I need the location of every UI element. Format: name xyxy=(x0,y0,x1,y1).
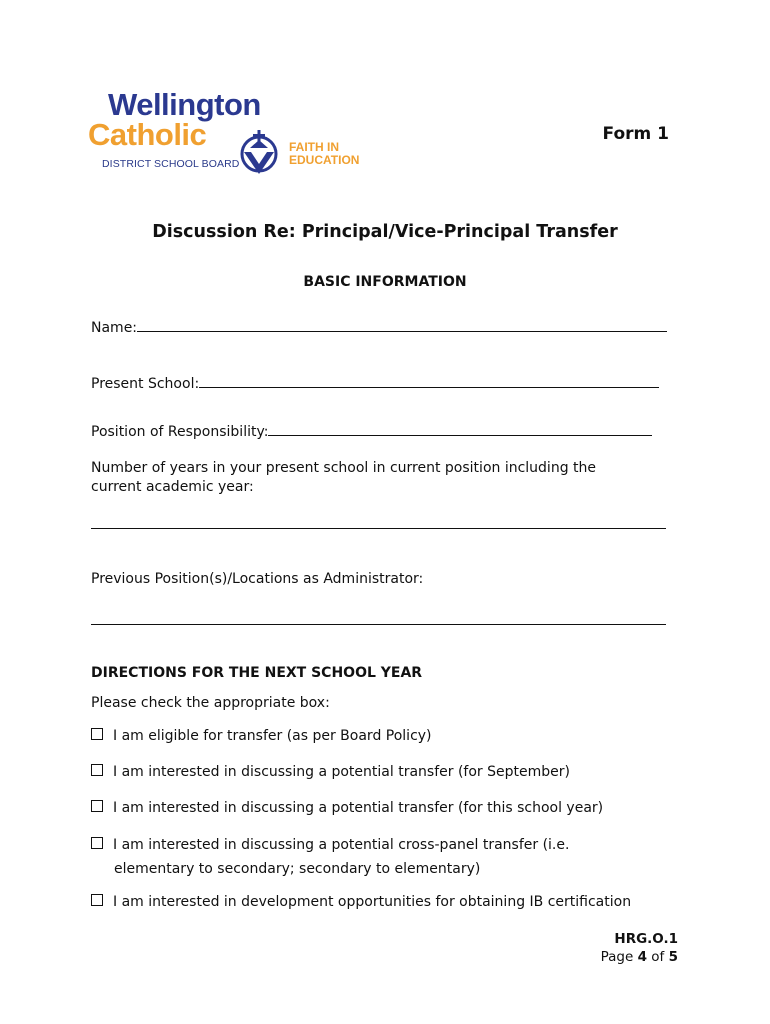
tagline-line1: FAITH IN xyxy=(289,140,339,154)
present-school-label: Present School: xyxy=(91,376,200,392)
present-school-field[interactable] xyxy=(91,373,659,392)
form-label: Form 1 xyxy=(602,124,669,144)
page-of: of xyxy=(651,949,665,965)
option-label: I am interested in discussing a potential cross-panel transfer (i.e. xyxy=(113,837,570,853)
position-input-line[interactable] xyxy=(268,421,652,436)
years-label-line1: Number of years in your present school in current position including the xyxy=(91,460,597,476)
years-label-line2: current academic year: xyxy=(91,479,254,495)
page-number xyxy=(601,949,678,965)
tagline-line2: EDUCATION xyxy=(289,153,360,167)
name-input-line[interactable] xyxy=(137,317,667,332)
checkbox[interactable] xyxy=(91,728,103,740)
previous-positions-label: Previous Position(s)/Locations as Administrator: xyxy=(91,571,424,587)
option-label-continued: elementary to secondary; secondary to elementary) xyxy=(114,861,481,877)
section-heading: BASIC INFORMATION xyxy=(303,274,467,290)
page-total: 5 xyxy=(668,949,678,965)
page-prefix: Page xyxy=(600,949,634,965)
option-transfer-this-year[interactable] xyxy=(91,796,691,820)
directions-heading: DIRECTIONS FOR THE NEXT SCHOOL YEAR xyxy=(91,665,423,681)
years-input-line[interactable] xyxy=(91,528,666,529)
option-label: I am interested in development opportunities for obtaining IB certification xyxy=(113,894,632,910)
option-ib-certification[interactable] xyxy=(91,890,691,914)
option-label: I am interested in discussing a potential transfer (for September) xyxy=(113,764,570,780)
option-label: I am eligible for transfer (as per Board Policy) xyxy=(113,728,432,744)
name-label: Name: xyxy=(91,320,138,336)
church-emblem-icon xyxy=(236,126,282,176)
logo-catholic: Catholic xyxy=(88,117,207,152)
logo-subtitle: DISTRICT SCHOOL BOARD xyxy=(102,158,240,170)
option-eligible-transfer[interactable] xyxy=(91,724,691,748)
years-question xyxy=(91,459,596,497)
previous-positions-input-line[interactable] xyxy=(91,624,666,625)
page-title: Discussion Re: Principal/Vice-Principal Transfer xyxy=(152,222,618,242)
page-current: 4 xyxy=(637,949,647,965)
logo-tagline xyxy=(289,141,359,167)
checkbox[interactable] xyxy=(91,894,103,906)
logo-wellington: Wellington xyxy=(108,87,261,122)
checkbox[interactable] xyxy=(91,800,103,812)
position-label: Position of Responsibility: xyxy=(91,424,269,440)
school-board-logo xyxy=(88,88,378,180)
option-transfer-september[interactable] xyxy=(91,760,691,784)
checkbox[interactable] xyxy=(91,764,103,776)
present-school-input-line[interactable] xyxy=(199,373,659,388)
document-code: HRG.O.1 xyxy=(614,931,678,947)
position-field[interactable] xyxy=(91,421,652,440)
checkbox[interactable] xyxy=(91,837,103,849)
directions-instruction: Please check the appropriate box: xyxy=(91,695,330,711)
option-cross-panel-transfer[interactable] xyxy=(91,833,691,881)
option-label: I am interested in discussing a potential transfer (for this school year) xyxy=(113,800,604,816)
name-field[interactable] xyxy=(91,317,667,336)
